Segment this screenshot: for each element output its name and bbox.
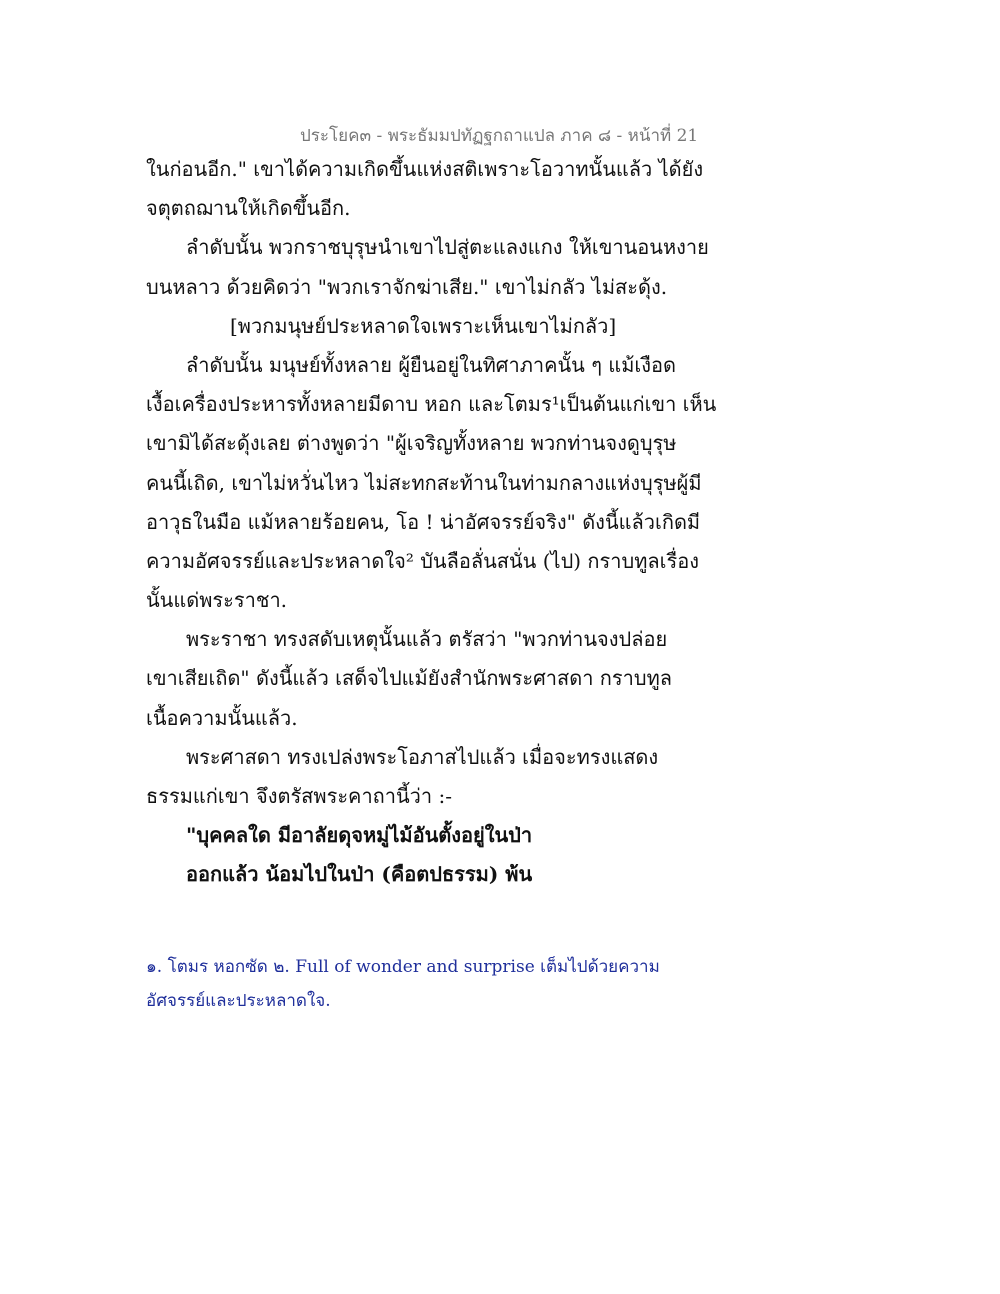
footnotes: [146, 950, 686, 1018]
paragraph-start: พระศาสดา ทรงเปล่งพระโอภาสไปแล้ว เมื่อจะทรงแสดง: [186, 744, 659, 769]
text-line: เขาเสียเถิด" ดังนี้แล้ว เสด็จไปแม้ยังสำนักพระศาสดา กราบทูล: [146, 666, 673, 691]
text-line: เงื้อเครื่องประหารทั้งหลายมีดาบ หอก และโตมร¹เป็นต้นแก่เขา เห็น: [146, 392, 717, 417]
text-line: บนหลาว ด้วยคิดว่า "พวกเราจักฆ่าเสีย." เขาไม่กลัว ไม่สะดุ้ง.: [146, 274, 668, 299]
section-heading: [พวกมนุษย์ประหลาดใจเพราะเห็นเขาไม่กลัว]: [230, 313, 617, 338]
text-line: ความอัศจรรย์และประหลาดใจ² บันลือลั่นสนั่น (ไป) กราบทูลเรื่อง: [146, 548, 699, 573]
paragraph-start: ลำดับนั้น พวกราชบุรุษนำเขาไปสู่ตะแลงแกง ให้เขานอนหงาย: [186, 235, 709, 260]
text-line: คนนี้เถิด, เขาไม่หวั่นไหว ไม่สะทกสะท้านในท่ามกลางแห่งบุรุษผู้มี: [146, 470, 702, 495]
footnote-line: ๑. โตมร หอกซัด ๒. Full of wonder and surprise เต็มไปด้วยความ: [146, 957, 660, 977]
paragraph-start: ลำดับนั้น มนุษย์ทั้งหลาย ผู้ยืนอยู่ในทิศาภาคนั้น ๆ แม้เงือด: [186, 352, 676, 377]
text-line: เนื้อความนั้นแล้ว.: [146, 705, 298, 730]
footnote-line: อัศจรรย์และประหลาดใจ.: [146, 991, 331, 1011]
text-line: ในก่อนอีก." เขาได้ความเกิดขึ้นแห่งสติเพราะโอวาทนั้นแล้ว ได้ยัง: [146, 157, 704, 181]
body-text: [146, 150, 717, 895]
text-line: จตุตถฌานให้เกิดขึ้นอีก.: [146, 196, 351, 221]
verse-line: "บุคคลใด มีอาลัยดุจหมู่ไม้อันตั้งอยู่ในป่า: [186, 823, 533, 848]
text-line: นั้นแด่พระราชา.: [146, 588, 288, 613]
running-header: ประโยค๓ - พระธัมมปทัฏฐกถาแปล ภาค ๘ - หน้าที่ 21: [300, 126, 699, 146]
text-line: ธรรมแก่เขา จึงตรัสพระคาถานี้ว่า :-: [146, 784, 452, 808]
text-line: เขามิได้สะดุ้งเลย ต่างพูดว่า "ผู้เจริญทั้งหลาย พวกท่านจงดูบุรุษ: [146, 431, 677, 456]
text-line: อาวุธในมือ แม้หลายร้อยคน, โอ ! น่าอัศจรรย์จริง" ดังนี้แล้วเกิดมี: [146, 509, 701, 534]
verse-line: ออกแล้ว น้อมไปในป่า (คือตปธรรม) พ้น: [186, 862, 533, 887]
paragraph-start: พระราชา ทรงสดับเหตุนั้นแล้ว ตรัสว่า "พวกท่านจงปล่อย: [186, 627, 668, 652]
